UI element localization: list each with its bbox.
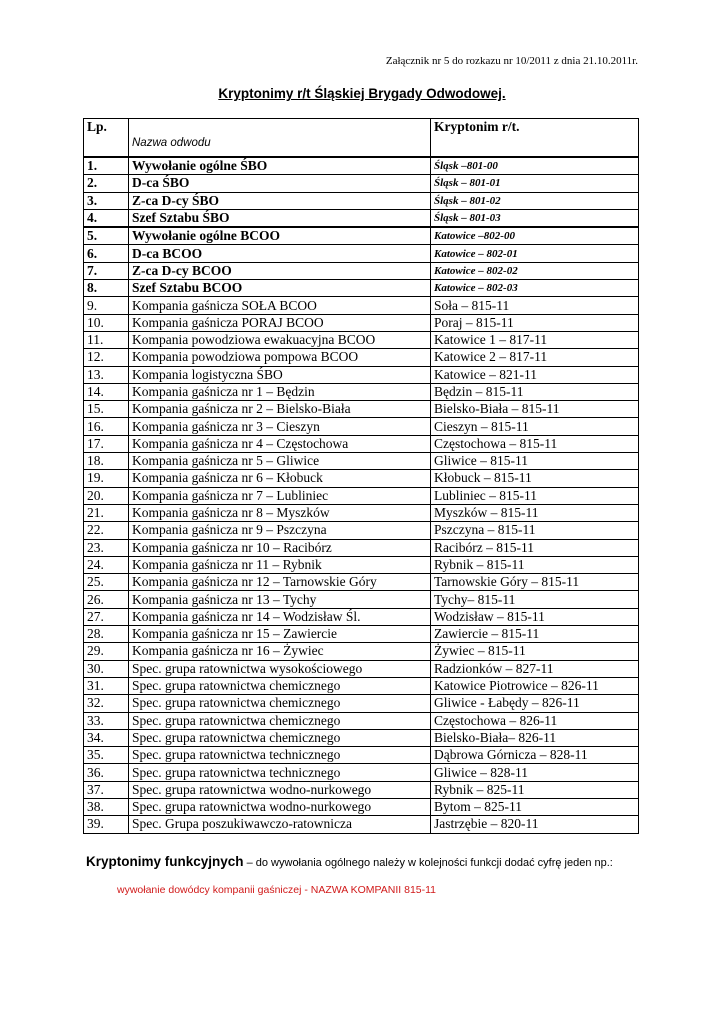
row-lp: 30.	[84, 660, 129, 677]
row-cryptonym: Katowice – 802-02	[431, 262, 639, 279]
header-crypto: Kryptonim r/t.	[431, 119, 639, 158]
row-name: Kompania gaśnicza nr 14 – Wodzisław Śl.	[129, 608, 431, 625]
attachment-note: Załącznik nr 5 do rozkazu nr 10/2011 z dnia 21.10.2011r.	[385, 55, 638, 67]
row-cryptonym: Żywiec – 815-11	[431, 643, 639, 660]
table-row	[84, 764, 639, 781]
table-row	[84, 435, 639, 452]
row-name: Spec. grupa ratownictwa technicznego	[129, 764, 431, 781]
footer-heading	[86, 854, 613, 869]
cryptonym-table	[83, 118, 639, 834]
row-cryptonym: Bytom – 825-11	[431, 798, 639, 815]
row-name: Szef Sztabu ŚBO	[129, 209, 431, 227]
row-name: Kompania powodziowa pompowa BCOO	[129, 349, 431, 366]
row-name: Z-ca D-cy ŚBO	[129, 192, 431, 209]
row-lp: 12.	[84, 349, 129, 366]
footer-title: Kryptonimy funkcyjnych	[86, 854, 244, 869]
row-cryptonym: Rybnik – 815-11	[431, 556, 639, 573]
row-name: Kompania gaśnicza PORAJ BCOO	[129, 314, 431, 331]
row-name: Kompania logistyczna ŚBO	[129, 366, 431, 383]
row-name: Spec. grupa ratownictwa wodno-nurkowego	[129, 781, 431, 798]
table-row	[84, 366, 639, 383]
row-cryptonym: Wodzisław – 815-11	[431, 608, 639, 625]
row-name: Kompania gaśnicza nr 13 – Tychy	[129, 591, 431, 608]
row-lp: 10.	[84, 314, 129, 331]
row-cryptonym: Bielsko-Biała– 826-11	[431, 729, 639, 746]
row-cryptonym: Katowice – 821-11	[431, 366, 639, 383]
row-lp: 13.	[84, 366, 129, 383]
row-lp: 15.	[84, 401, 129, 418]
row-cryptonym: Dąbrowa Górnicza – 828-11	[431, 747, 639, 764]
footer-example: wywołanie dowódcy kompanii gaśniczej - NAZWA KOMPANII 815-11	[117, 884, 437, 896]
table-row	[84, 816, 639, 833]
table-row	[84, 331, 639, 348]
table-row	[84, 175, 639, 192]
table-row	[84, 539, 639, 556]
row-cryptonym: Zawiercie – 815-11	[431, 626, 639, 643]
row-name: Spec. grupa ratownictwa wodno-nurkowego	[129, 798, 431, 815]
row-cryptonym: Częstochowa – 815-11	[431, 435, 639, 452]
row-name: Kompania gaśnicza nr 16 – Żywiec	[129, 643, 431, 660]
row-cryptonym: Będzin – 815-11	[431, 383, 639, 400]
row-cryptonym: Poraj – 815-11	[431, 314, 639, 331]
row-cryptonym: Pszczyna – 815-11	[431, 522, 639, 539]
row-cryptonym: Myszków – 815-11	[431, 504, 639, 521]
row-cryptonym: Katowice – 802-01	[431, 245, 639, 262]
row-cryptonym: Tarnowskie Góry – 815-11	[431, 574, 639, 591]
row-name: Kompania gaśnicza SOŁA BCOO	[129, 297, 431, 314]
row-lp: 5.	[84, 227, 129, 245]
row-cryptonym: Katowice 2 – 817-11	[431, 349, 639, 366]
table-row	[84, 626, 639, 643]
row-name: Kompania gaśnicza nr 7 – Lubliniec	[129, 487, 431, 504]
table-row	[84, 556, 639, 573]
row-name: D-ca ŚBO	[129, 175, 431, 192]
row-lp: 33.	[84, 712, 129, 729]
table-row	[84, 608, 639, 625]
row-name: Spec. grupa ratownictwa chemicznego	[129, 729, 431, 746]
row-name: Spec. grupa ratownictwa technicznego	[129, 747, 431, 764]
row-name: Kompania gaśnicza nr 11 – Rybnik	[129, 556, 431, 573]
table-row	[84, 245, 639, 262]
table-row	[84, 418, 639, 435]
table-row	[84, 695, 639, 712]
table-row	[84, 383, 639, 400]
row-name: Kompania powodziowa ewakuacyjna BCOO	[129, 331, 431, 348]
table-row	[84, 157, 639, 175]
footer-note: – do wywołania ogólnego należy w kolejności funkcji dodać cyfrę jeden np.:	[243, 857, 613, 869]
table-row	[84, 729, 639, 746]
row-lp: 24.	[84, 556, 129, 573]
row-cryptonym: Katowice 1 – 817-11	[431, 331, 639, 348]
row-lp: 34.	[84, 729, 129, 746]
table-row	[84, 349, 639, 366]
row-name: D-ca BCOO	[129, 245, 431, 262]
table-header-row	[84, 119, 639, 158]
row-cryptonym: Soła – 815-11	[431, 297, 639, 314]
row-cryptonym: Gliwice - Łabędy – 826-11	[431, 695, 639, 712]
row-cryptonym: Śląsk – 801-02	[431, 192, 639, 209]
row-lp: 19.	[84, 470, 129, 487]
row-cryptonym: Gliwice – 828-11	[431, 764, 639, 781]
table-row	[84, 574, 639, 591]
table-row	[84, 747, 639, 764]
row-lp: 2.	[84, 175, 129, 192]
row-lp: 23.	[84, 539, 129, 556]
row-cryptonym: Śląsk –801-00	[431, 157, 639, 175]
row-name: Kompania gaśnicza nr 12 – Tarnowskie Góry	[129, 574, 431, 591]
table-row	[84, 712, 639, 729]
row-lp: 3.	[84, 192, 129, 209]
row-cryptonym: Śląsk – 801-01	[431, 175, 639, 192]
row-name: Spec. Grupa poszukiwawczo-ratownicza	[129, 816, 431, 833]
row-name: Kompania gaśnicza nr 4 – Częstochowa	[129, 435, 431, 452]
row-cryptonym: Bielsko-Biała – 815-11	[431, 401, 639, 418]
row-cryptonym: Kłobuck – 815-11	[431, 470, 639, 487]
row-name: Spec. grupa ratownictwa chemicznego	[129, 712, 431, 729]
row-lp: 28.	[84, 626, 129, 643]
document-title: Kryptonimy r/t Śląskiej Brygady Odwodowej.	[218, 86, 506, 101]
row-lp: 26.	[84, 591, 129, 608]
row-cryptonym: Racibórz – 815-11	[431, 539, 639, 556]
table-row	[84, 453, 639, 470]
row-name: Spec. grupa ratownictwa chemicznego	[129, 695, 431, 712]
table-row	[84, 262, 639, 279]
row-lp: 20.	[84, 487, 129, 504]
row-lp: 32.	[84, 695, 129, 712]
header-name: Nazwa odwodu	[132, 137, 211, 149]
row-lp: 35.	[84, 747, 129, 764]
row-name: Kompania gaśnicza nr 10 – Racibórz	[129, 539, 431, 556]
row-cryptonym: Radzionków – 827-11	[431, 660, 639, 677]
row-name: Z-ca D-cy BCOO	[129, 262, 431, 279]
row-lp: 38.	[84, 798, 129, 815]
table-row	[84, 522, 639, 539]
row-name: Kompania gaśnicza nr 1 – Będzin	[129, 383, 431, 400]
row-lp: 17.	[84, 435, 129, 452]
row-lp: 14.	[84, 383, 129, 400]
table-row	[84, 314, 639, 331]
row-lp: 31.	[84, 677, 129, 694]
row-lp: 8.	[84, 280, 129, 297]
table-row	[84, 280, 639, 297]
row-name: Kompania gaśnicza nr 3 – Cieszyn	[129, 418, 431, 435]
table-row	[84, 798, 639, 815]
table-row	[84, 297, 639, 314]
row-lp: 16.	[84, 418, 129, 435]
table-row	[84, 677, 639, 694]
row-name: Wywołanie ogólne BCOO	[129, 227, 431, 245]
row-name: Kompania gaśnicza nr 6 – Kłobuck	[129, 470, 431, 487]
row-cryptonym: Rybnik – 825-11	[431, 781, 639, 798]
table-row	[84, 643, 639, 660]
row-cryptonym: Śląsk – 801-03	[431, 209, 639, 227]
row-name: Wywołanie ogólne ŚBO	[129, 157, 431, 175]
header-name-cell	[129, 119, 431, 158]
row-lp: 25.	[84, 574, 129, 591]
table-row	[84, 209, 639, 227]
row-cryptonym: Częstochowa – 826-11	[431, 712, 639, 729]
row-cryptonym: Katowice – 802-03	[431, 280, 639, 297]
row-name: Kompania gaśnicza nr 9 – Pszczyna	[129, 522, 431, 539]
table-row	[84, 591, 639, 608]
row-name: Kompania gaśnicza nr 2 – Bielsko-Biała	[129, 401, 431, 418]
row-lp: 27.	[84, 608, 129, 625]
table-row	[84, 401, 639, 418]
row-name: Kompania gaśnicza nr 8 – Myszków	[129, 504, 431, 521]
table-row	[84, 781, 639, 798]
row-name: Spec. grupa ratownictwa chemicznego	[129, 677, 431, 694]
row-cryptonym: Tychy– 815-11	[431, 591, 639, 608]
row-lp: 21.	[84, 504, 129, 521]
row-name: Kompania gaśnicza nr 15 – Zawiercie	[129, 626, 431, 643]
row-cryptonym: Lubliniec – 815-11	[431, 487, 639, 504]
row-name: Szef Sztabu BCOO	[129, 280, 431, 297]
row-name: Spec. grupa ratownictwa wysokościowego	[129, 660, 431, 677]
row-lp: 4.	[84, 209, 129, 227]
header-lp: Lp.	[84, 119, 129, 158]
row-lp: 11.	[84, 331, 129, 348]
row-lp: 39.	[84, 816, 129, 833]
row-cryptonym: Gliwice – 815-11	[431, 453, 639, 470]
row-lp: 29.	[84, 643, 129, 660]
table-row	[84, 660, 639, 677]
row-lp: 7.	[84, 262, 129, 279]
row-name: Kompania gaśnicza nr 5 – Gliwice	[129, 453, 431, 470]
table-row	[84, 487, 639, 504]
row-lp: 1.	[84, 157, 129, 175]
row-cryptonym: Katowice Piotrowice – 826-11	[431, 677, 639, 694]
row-lp: 18.	[84, 453, 129, 470]
row-cryptonym: Jastrzębie – 820-11	[431, 816, 639, 833]
row-lp: 36.	[84, 764, 129, 781]
row-lp: 6.	[84, 245, 129, 262]
row-lp: 22.	[84, 522, 129, 539]
row-lp: 37.	[84, 781, 129, 798]
row-cryptonym: Cieszyn – 815-11	[431, 418, 639, 435]
row-lp: 9.	[84, 297, 129, 314]
table-row	[84, 227, 639, 245]
table-row	[84, 192, 639, 209]
table-row	[84, 470, 639, 487]
table-row	[84, 504, 639, 521]
row-cryptonym: Katowice –802-00	[431, 227, 639, 245]
